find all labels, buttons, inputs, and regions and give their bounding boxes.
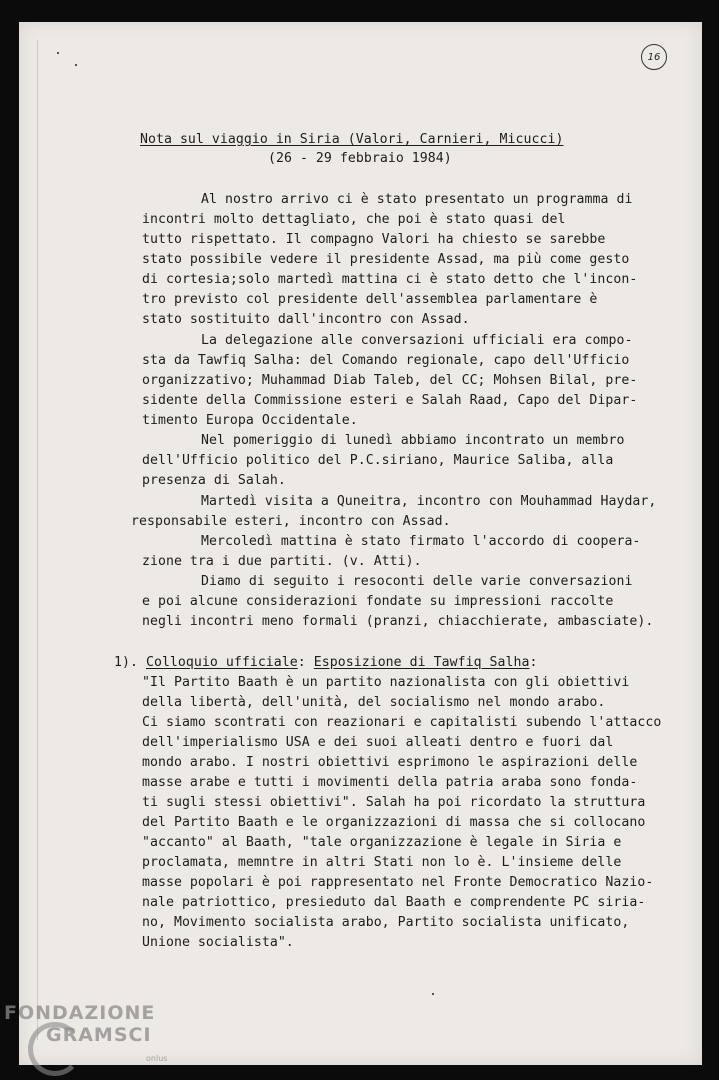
text-line: sta da Tawfiq Salha: del Comando regionale, capo dell'Ufficio	[142, 353, 630, 368]
text-line: Mercoledì mattina è stato firmato l'accordo di coopera-	[201, 534, 641, 549]
section-heading-a: Colloquio ufficiale	[145, 655, 298, 670]
page-fold-line	[37, 40, 38, 1040]
text-line: stato sostituito dall'incontro con Assad.	[142, 312, 470, 327]
text-line: responsabile esteri, incontro con Assad.	[131, 514, 451, 529]
text-line: timento Europa Occidentale.	[142, 413, 358, 428]
text-line: "accanto" al Baath, "tale organizzazione è legale in Siria e	[142, 835, 622, 850]
ink-speck	[75, 64, 77, 66]
page-number-stamp	[641, 44, 667, 70]
text-line: masse popolari è poi rappresentato nel Fronte Democratico Nazio-	[142, 875, 654, 890]
document-title: Nota sul viaggio in Siria (Valori, Carnieri, Micucci)	[140, 132, 564, 147]
text-line: ti sugli stessi obiettivi". Salah ha poi ricordato la struttura	[142, 795, 646, 810]
text-line: "Il Partito Baath è un partito nazionalista con gli obiettivi	[142, 675, 630, 690]
text-line: incontri molto dettagliato, che poi è stato quasi del	[142, 212, 566, 227]
text-line: Al nostro arrivo ci è stato presentato un programma di	[201, 192, 633, 207]
text-line: La delegazione alle conversazioni ufficiali era compo-	[201, 333, 633, 348]
section-colon-2: :	[529, 655, 538, 670]
text-line: e poi alcune considerazioni fondate su impressioni raccolte	[142, 594, 614, 609]
text-line: nale patriottico, presieduto dal Baath e comprendente PC siria-	[142, 895, 646, 910]
ink-speck	[57, 52, 59, 54]
text-line: mondo arabo. I nostri obiettivi esprimono le aspirazioni delle	[142, 755, 638, 770]
watermark-line-3: onlus	[146, 1054, 168, 1063]
text-line: del Partito Baath e le organizzazioni di massa che si collocano	[142, 815, 646, 830]
text-line: organizzativo; Muhammad Diab Taleb, del CC; Mohsen Bilal, pre-	[142, 373, 638, 388]
text-line: tro previsto col presidente dell'assemblea parlamentare è	[142, 292, 598, 307]
text-line: zione tra i due partiti. (v. Atti).	[142, 554, 422, 569]
section-colon: :	[297, 655, 306, 670]
text-line: negli incontri meno formali (pranzi, chiacchierate, ambasciate).	[142, 614, 654, 629]
page-number: 16	[647, 51, 661, 63]
text-line: Ci siamo scontrati con reazionari e capitalisti subendo l'attacco	[142, 715, 662, 730]
text-line: masse arabe e tutti i movimenti della patria araba sono fonda-	[142, 775, 638, 790]
text-line: Diamo di seguito i resoconti delle varie conversazioni	[201, 574, 633, 589]
ink-speck	[432, 993, 434, 995]
text-line: no, Movimento socialista arabo, Partito socialista unificato,	[142, 915, 630, 930]
document-date: (26 - 29 febbraio 1984)	[268, 151, 452, 166]
text-line: Nel pomeriggio di lunedì abbiamo incontrato un membro	[201, 433, 625, 448]
section-heading-b: Esposizione di Tawfiq Salha	[313, 655, 530, 670]
text-line: tutto rispettato. Il compagno Valori ha chiesto se sarebbe	[142, 232, 606, 247]
text-line: stato possibile vedere il presidente Assad, ma più come gesto	[142, 252, 630, 267]
text-line: Unione socialista".	[142, 935, 294, 950]
watermark-line-2: GRAMSCI	[46, 1024, 152, 1046]
text-line: dell'imperialismo USA e dei suoi alleati dentro e fuori dal	[142, 735, 614, 750]
text-line: proclamata, memntre in altri Stati non lo è. L'insieme delle	[142, 855, 622, 870]
text-line: presenza di Salah.	[142, 473, 286, 488]
text-line: di cortesia;solo martedì mattina ci è stato detto che l'incon-	[142, 272, 638, 287]
text-line: sidente della Commissione esteri e Salah Raad, Capo del Dipar-	[142, 393, 638, 408]
watermark-line-1: FONDAZIONE	[4, 1002, 156, 1024]
text-line: Martedì visita a Quneitra, incontro con Mouhammad Haydar,	[201, 494, 657, 509]
section-number: 1).	[114, 655, 138, 670]
text-line: della libertà, dell'unità, del socialismo nel mondo arabo.	[142, 695, 606, 710]
section-heading	[114, 655, 538, 671]
text-line: dell'Ufficio politico del P.C.siriano, Maurice Saliba, alla	[142, 453, 614, 468]
